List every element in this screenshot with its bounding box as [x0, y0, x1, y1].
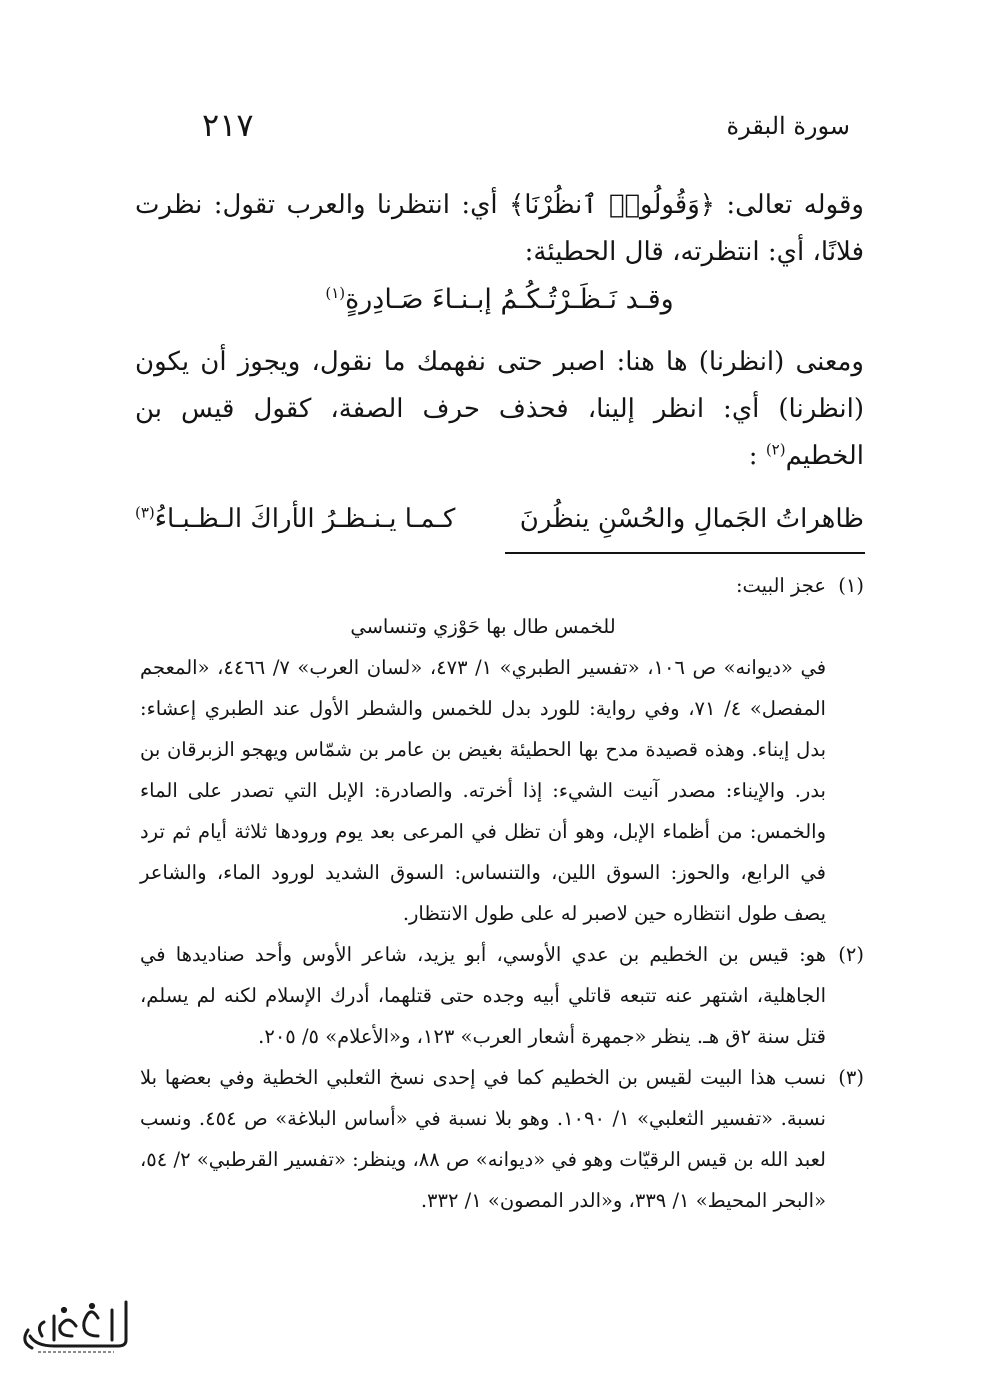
footnote-1-verse: للخمس طال بها حَوْزي وتنساسي: [350, 615, 616, 638]
footnote-ref-2: (٢): [765, 440, 786, 459]
footnote-1-body: في «ديوانه» ص ١٠٦، «تفسير الطبري» ١/ ٤٧٣، «لسان العرب» ٧/ ٤٤٦٦، «المعجم المفصل» ٤/ ٧١، وفي رواية: للورد بدل للخمس والشطر الأول عند الطبري إعشاء: بدل إيناء. وهذه قصيدة مدح بها الحطيئة بغيض بن عامر بن شمّاس ويهجو الزبرقان بن بدر. والإيناء: مصدر آنيت الشيء: إذا أخرته. والصادرة: الإبل التي تصدر على الماء والخمس: من أظماء الإبل، وهو أن تظل في المرعى بعد يوم ورودها ثلاثة أيام ثم ترد في الرابع، والحوز: السوق اللين، والتنساس: السوق الشديد لورود الماء، والشاعر يصف طول انتظاره حين لاصبر له على طول الانتظار.: [140, 656, 827, 925]
footnote-1: [140, 565, 864, 934]
footnote-2-body: هو: قيس بن الخطيم بن عدي الأوسي، أبو يزيد، شاعر الأوس وأحد صناديدها في الجاهلية، اشتهر عنه تتبعه قاتلي أبيه وجده حتى قتلهما، أدرك الإسلام لكنه لم يسلم، قتل سنة ٢ق هـ. ينظر «جمهرة أشعار العرب» ١٢٣، و«الأعلام» ٥/ ٢٠٥.: [140, 943, 826, 1048]
page-number: ٢١٧: [202, 106, 254, 144]
footnote-number: (٣): [838, 1066, 864, 1089]
paragraph-2-colon: :: [748, 441, 758, 471]
verse-2-second-text: كـمـا يـنـظـرُ الأراكَ الـظـبـاءُ: [154, 504, 456, 534]
verse-2: [135, 496, 864, 543]
paragraph-2-text: ومعنى (انظرنا) ها هنا: اصبر حتى نفهمك ما نقول، ويجوز أن يكون (انظرنا) أي: انظر إلينا، فحذف حرف الصفة، كقول قيس بن الخطيم: [135, 347, 864, 471]
main-text: [135, 182, 864, 543]
spacer: [135, 480, 864, 496]
footnote-2: [140, 934, 864, 1057]
footnote-text: [140, 565, 826, 934]
footnote-3: [140, 1057, 864, 1221]
calligraphy-logo-icon: [14, 1296, 138, 1356]
footnote-1-intro: عجز البيت:: [735, 574, 826, 597]
footnotes: [140, 565, 864, 1221]
footnote-3-body: نسب هذا البيت لقيس بن الخطيم كما في إحدى نسخ الثعلبي الخطية وفي بعضها بلا نسبة. «تفسير الثعلبي» ١/ ١٠٩٠. وهو بلا نسبة في «أساس البلاغة» ص ٤٥٤. ونسب لعبد الله بن قيس الرقيّات وهو في «ديوانه» ص ٨٨، وينظر: «تفسير القرطبي» ٢/ ٥٤، «البحر المحيط» ١/ ٣٣٩، و«الدر المصون» ١/ ٣٣٢.: [140, 1066, 826, 1212]
spacer: [135, 323, 864, 339]
paragraph-1-intro: وقوله تعالى:: [715, 190, 864, 220]
footnote-separator: [505, 552, 865, 554]
footnote-number: (٢): [838, 943, 864, 966]
quran-quote: ﴿وَقُولُوا۟ ٱنظُرْنَا﴾: [508, 190, 716, 220]
paragraph-1-rest: أي: انتظرنا والعرب تقول: نظرت فلانًا، أي: انتظرته، قال الحطيئة:: [135, 190, 864, 267]
paragraph-2: [135, 339, 864, 480]
verse-2-first-hemistich: ظاهراتُ الجَمالِ والحُسْنِ ينظُرنَ: [519, 504, 864, 534]
verse-1-text: وقـد نَـظَـرْتُـكُـمُ إبـنـاءَ صَـادِرةٍ: [345, 284, 674, 315]
verse-1: [135, 276, 864, 323]
page-header: [150, 106, 850, 152]
footnote-number: (١): [838, 574, 864, 597]
footnote-ref-1: (١): [325, 284, 346, 302]
verse-2-second-hemistich: [135, 496, 455, 543]
surah-title: سورة البقرة: [726, 112, 850, 140]
paragraph-1: [135, 182, 864, 276]
footnote-ref-3: (٣): [135, 503, 155, 522]
